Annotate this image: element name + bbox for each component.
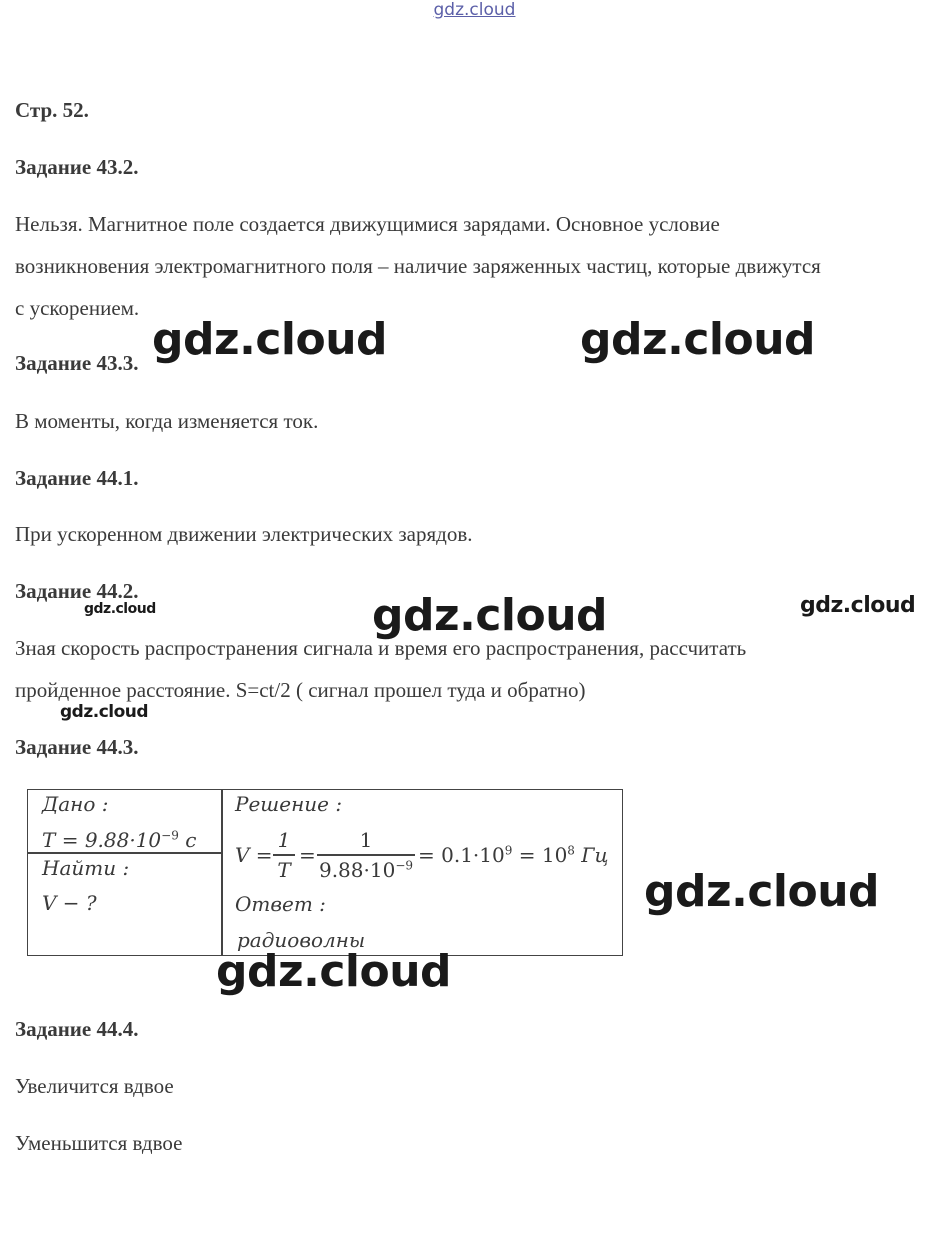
task-text: возникновения электромагнитного поля – наличие заряженных частиц, которые движутся	[15, 254, 821, 278]
table-divider	[221, 790, 223, 955]
find-value: V − ?	[42, 891, 97, 915]
watermark: gdz.cloud	[372, 590, 608, 641]
watermark: gdz.cloud	[60, 702, 149, 722]
given-label: Дано :	[42, 792, 109, 816]
watermark: gdz.cloud	[580, 314, 816, 365]
task-text: пройденное расстояние. S=ct/2 ( сигнал прошел туда и обратно)	[15, 678, 586, 702]
task-text: Зная скорость распространения сигнала и время его распространения, рассчитать	[15, 636, 747, 660]
task-title: Задание 44.4.	[15, 1017, 139, 1041]
watermark: gdz.cloud	[216, 946, 452, 997]
header-logo[interactable]: gdz.cloud	[433, 0, 516, 20]
watermark: gdz.cloud	[152, 314, 388, 365]
answer-value: радиоволны	[237, 928, 366, 952]
page-label: Стр. 52.	[15, 98, 89, 122]
formula-result: = $0.1\cdot 10^9 = 10^8$ Гц	[418, 843, 609, 867]
task-text: В моменты, когда изменяется ток.	[15, 409, 319, 433]
table-divider	[28, 852, 222, 854]
solution-label: Решение :	[235, 792, 343, 816]
task-title: Задание 44.3.	[15, 735, 139, 759]
watermark: gdz.cloud	[644, 866, 880, 917]
task-title: Задание 44.2.	[15, 579, 139, 603]
find-label: Найти :	[42, 856, 130, 880]
task-text: с ускорением.	[15, 296, 140, 320]
formula-equals: =	[299, 843, 316, 867]
task-text: Уменьшится вдвое	[15, 1131, 183, 1155]
solution-table	[27, 789, 623, 956]
given-value: $T = 9.88\cdot 10^{-9}$ c	[42, 828, 197, 852]
watermark: gdz.cloud	[800, 593, 916, 618]
task-title: Задание 43.3.	[15, 351, 139, 375]
task-text: Нельзя. Магнитное поле создается движущимися зарядами. Основное условие	[15, 212, 720, 236]
watermark: gdz.cloud	[84, 601, 156, 617]
fraction-1-over-value: 1 $9.88\cdot 10^{-9}$	[318, 828, 414, 882]
task-text: Увеличится вдвое	[15, 1074, 174, 1098]
formula-v: V =	[235, 843, 273, 867]
task-title: Задание 43.2.	[15, 155, 139, 179]
task-title: Задание 44.1.	[15, 466, 139, 490]
fraction-1-over-T: 1 T	[273, 828, 295, 882]
answer-label: Ответ :	[235, 892, 326, 916]
task-text: При ускоренном движении электрических зарядов.	[15, 522, 473, 546]
